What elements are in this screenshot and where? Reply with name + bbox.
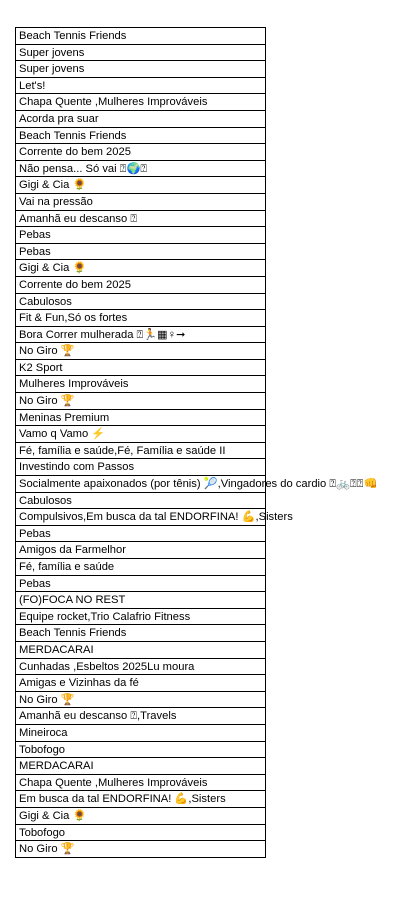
- cell-text: Investindo com Passos: [19, 461, 135, 474]
- cell-text: Bora Correr mulherada ⍰🏃▦♀➞: [19, 328, 186, 341]
- table-row[interactable]: [16, 360, 266, 377]
- cell-text: (FO)FOCA NO REST: [19, 594, 126, 607]
- cell-text: Mulheres Improváveis: [19, 378, 129, 391]
- cell-text: K2 Sport: [19, 361, 63, 374]
- cell-text: No Giro 🏆: [19, 693, 75, 706]
- cell-text: Amigos da Farmelhor: [19, 544, 126, 557]
- cell-text: Mineiroca: [19, 726, 68, 739]
- table-row[interactable]: [16, 161, 266, 178]
- cell-text: Pebas: [19, 577, 51, 590]
- table-row[interactable]: [16, 393, 266, 410]
- table-row[interactable]: [16, 459, 266, 476]
- table-row[interactable]: [16, 625, 266, 642]
- cell-text: No Giro 🏆: [19, 345, 75, 358]
- table-row[interactable]: [16, 791, 266, 808]
- cell-text: Amigas e Vizinhas da fé: [19, 677, 139, 690]
- table-row[interactable]: [16, 260, 266, 277]
- cell-text: Chapa Quente ,Mulheres Improváveis: [19, 96, 208, 109]
- table-row[interactable]: [16, 526, 266, 543]
- cell-text: Vai na pressão: [19, 195, 93, 208]
- table-row[interactable]: [16, 576, 266, 593]
- cell-text: Super jovens: [19, 63, 85, 76]
- cell-text: Equipe rocket,Trio Calafrio Fitness: [19, 610, 191, 623]
- table-row[interactable]: [16, 775, 266, 792]
- cell-text: Pebas: [19, 527, 51, 540]
- table-row[interactable]: [16, 559, 266, 576]
- cell-text: Pebas: [19, 245, 51, 258]
- cell-text: Let's!: [19, 79, 46, 92]
- table-row[interactable]: [16, 277, 266, 294]
- table-row[interactable]: [16, 94, 266, 111]
- table-row[interactable]: [16, 659, 266, 676]
- cell-text: No Giro 🏆: [19, 395, 75, 408]
- table-row[interactable]: [16, 808, 266, 825]
- cell-text: Gigi & Cia 🌻: [19, 262, 87, 275]
- cell-text: Fit & Fun,Só os fortes: [19, 312, 128, 325]
- cell-text: Vamo q Vamo ⚡: [19, 428, 106, 441]
- table-row[interactable]: [16, 476, 378, 493]
- table-row[interactable]: [16, 294, 266, 311]
- table-row[interactable]: [16, 28, 266, 45]
- cell-text: Corrente do bem 2025: [19, 278, 131, 291]
- table-row[interactable]: [16, 194, 266, 211]
- table-row[interactable]: [16, 493, 266, 510]
- table-row[interactable]: [16, 144, 266, 161]
- table-row[interactable]: [16, 177, 266, 194]
- cell-text: Beach Tennis Friends: [19, 30, 127, 42]
- table-row[interactable]: [16, 609, 266, 626]
- cell-text: MERDACARAI: [19, 760, 94, 773]
- table-row[interactable]: [16, 742, 266, 759]
- table-row[interactable]: [16, 758, 266, 775]
- cell-text: Tobofogo: [19, 826, 66, 839]
- table-row[interactable]: [16, 692, 266, 709]
- cell-text: Super jovens: [19, 46, 85, 59]
- cell-text: Pebas: [19, 229, 51, 242]
- table-row[interactable]: [16, 542, 266, 559]
- table-row[interactable]: [16, 841, 266, 858]
- table-row[interactable]: [16, 327, 266, 344]
- cell-text: Gigi & Cia 🌻: [19, 179, 87, 192]
- cell-text: Cunhadas ,Esbeltos 2025Lu moura: [19, 660, 195, 673]
- table-row[interactable]: [16, 675, 266, 692]
- table-row[interactable]: [16, 227, 266, 244]
- table-row[interactable]: [16, 78, 266, 95]
- table-row[interactable]: [16, 211, 266, 228]
- cell-text: Beach Tennis Friends: [19, 627, 127, 640]
- table-row[interactable]: [16, 310, 266, 327]
- cell-text: Corrente do bem 2025: [19, 146, 131, 159]
- cell-text: Compulsivos,Em busca da tal ENDORFINA! 💪,Sisters: [19, 511, 293, 524]
- table-row[interactable]: [16, 725, 266, 742]
- table-row[interactable]: [16, 410, 266, 427]
- cell-text: Amanhã eu descanso ⍰,Travels: [19, 710, 177, 723]
- cell-text: Meninas Premium: [19, 411, 110, 424]
- table-row[interactable]: [16, 111, 266, 128]
- table-row[interactable]: [16, 825, 266, 842]
- cell-text: Fé, família e saúde,Fé, Família e saúde II: [19, 444, 226, 457]
- cell-text: Não pensa... Só vai ⍰🌍⍰: [19, 162, 148, 175]
- table-row[interactable]: [16, 592, 266, 609]
- table-row[interactable]: [16, 343, 266, 360]
- cell-text: Amanhã eu descanso ⍰: [19, 212, 138, 225]
- cell-text: Cabulosos: [19, 295, 72, 308]
- cell-text: Socialmente apaixonados (por tênis) 🎾,Vingadores do cardio ⍰🚲⍰⍰👊: [19, 478, 378, 491]
- cell-text: No Giro 🏆: [19, 843, 75, 856]
- cell-text: Cabulosos: [19, 494, 72, 507]
- table-row[interactable]: [16, 426, 266, 443]
- table-row[interactable]: [16, 61, 266, 78]
- table-row[interactable]: [16, 443, 266, 460]
- cell-text: Fé, família e saúde: [19, 561, 115, 573]
- cell-text: Tobofogo: [19, 743, 66, 756]
- table-row[interactable]: [16, 376, 266, 393]
- table-row[interactable]: [16, 509, 293, 526]
- table-row[interactable]: [16, 45, 266, 62]
- table-row[interactable]: [16, 244, 266, 261]
- cell-text: Gigi & Cia 🌻: [19, 809, 87, 822]
- table-row[interactable]: [16, 642, 266, 659]
- cell-text: Acorda pra suar: [19, 112, 99, 125]
- table-row[interactable]: [16, 708, 266, 725]
- spreadsheet-column: [15, 27, 378, 858]
- cell-text: Em busca da tal ENDORFINA! 💪,Sisters: [19, 793, 226, 806]
- cell-text: Beach Tennis Friends: [19, 129, 127, 142]
- cell-text: MERDACARAI: [19, 643, 94, 656]
- cell-text: Chapa Quente ,Mulheres Improváveis: [19, 776, 208, 789]
- table-row[interactable]: [16, 128, 266, 145]
